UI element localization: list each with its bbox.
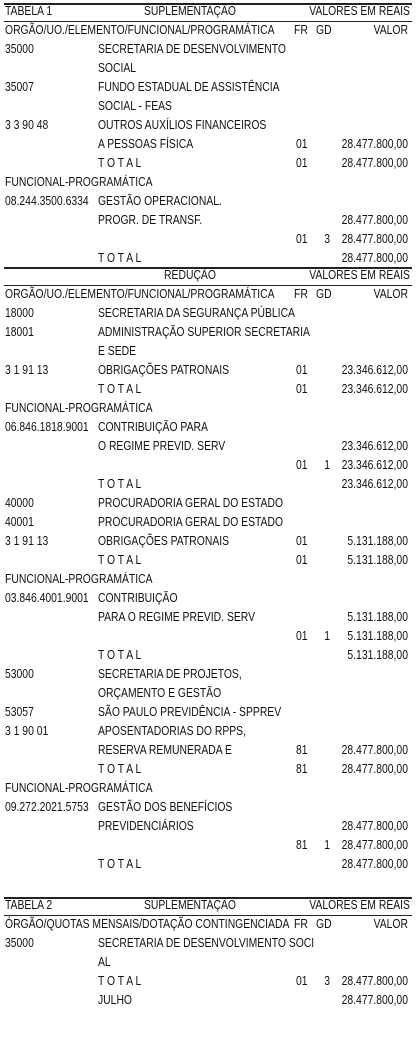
table-number: TABELA 2 xyxy=(4,898,53,912)
row-code: 35000 xyxy=(4,936,34,950)
table-row xyxy=(0,665,345,684)
table-row xyxy=(0,684,345,703)
row-gd: 1 xyxy=(324,458,330,472)
row-description: CONTRIBUIÇÃO xyxy=(97,591,178,605)
row-valor: 28.477.800,00 xyxy=(341,213,408,227)
row-valor: 23.346.612,00 xyxy=(341,439,408,453)
row-valor: 28.477.800,00 xyxy=(341,762,408,776)
column-header-valor: VALOR xyxy=(373,287,408,301)
column-header-gd: GD xyxy=(315,287,332,301)
section-title-row xyxy=(0,2,410,21)
row-description: PARA O REGIME PREVID. SERV xyxy=(97,610,256,624)
row-valor: 5.131.188,00 xyxy=(347,610,408,624)
table-row xyxy=(0,304,345,323)
column-header-gd: GD xyxy=(315,23,332,37)
row-fr: 81 xyxy=(295,762,308,776)
row-fr: 01 xyxy=(295,974,308,988)
row-description: FUNDO ESTADUAL DE ASSISTÊNCIA xyxy=(97,80,280,94)
table-row xyxy=(0,135,408,154)
row-valor: 28.477.800,00 xyxy=(341,974,408,988)
row-description: GESTÃO OPERACIONAL. xyxy=(97,194,222,208)
column-header-valor: VALOR xyxy=(373,917,408,931)
row-valor: 28.477.800,00 xyxy=(341,232,408,246)
column-header-valor: VALOR xyxy=(373,23,408,37)
section-type: SUPLEMENTAÇÃO xyxy=(143,4,237,18)
table-row xyxy=(0,456,408,475)
row-description: SECRETARIA DE DESENVOLVIMENTO xyxy=(97,42,286,56)
row-description: T O T A L xyxy=(97,857,142,871)
table-row xyxy=(0,532,408,551)
row-description: RESERVA REMUNERADA E xyxy=(97,743,232,757)
row-code: 06.846.1818.9001 xyxy=(4,420,89,434)
column-header-orgao: ORGÃO/UO./ELEMENTO/FUNCIONAL/PROGRAMÁTICA xyxy=(4,23,275,37)
table-row xyxy=(0,59,345,78)
table-row xyxy=(0,323,345,342)
column-header-row xyxy=(0,285,408,304)
row-code: FUNCIONAL-PROGRAMÁTICA xyxy=(4,401,153,415)
row-description: SOCIAL xyxy=(97,61,137,75)
row-valor: 28.477.800,00 xyxy=(341,819,408,833)
column-header-fr: FR xyxy=(293,917,308,931)
row-gd: 3 xyxy=(324,974,330,988)
row-valor: 28.477.800,00 xyxy=(341,251,408,265)
table-row xyxy=(0,361,408,380)
values-unit-label: VALORES EM REAIS xyxy=(309,898,410,912)
table-row xyxy=(0,399,345,418)
row-valor: 28.477.800,00 xyxy=(341,857,408,871)
row-fr: 01 xyxy=(295,232,308,246)
table-number: TABELA 1 xyxy=(4,4,53,18)
table-row xyxy=(0,475,408,494)
row-valor: 28.477.800,00 xyxy=(341,838,408,852)
row-valor: 28.477.800,00 xyxy=(341,743,408,757)
row-description: AL xyxy=(97,955,111,969)
row-code: FUNCIONAL-PROGRAMÁTICA xyxy=(4,781,153,795)
row-description: A PESSOAS FÍSICA xyxy=(97,137,194,151)
row-code: 40001 xyxy=(4,515,34,529)
table-row xyxy=(0,211,408,230)
row-valor: 5.131.188,00 xyxy=(347,629,408,643)
row-description: PREVIDENCIÁRIOS xyxy=(97,819,194,833)
column-header-fr: FR xyxy=(293,287,308,301)
column-header-row xyxy=(0,21,408,40)
table-row xyxy=(0,703,345,722)
table-row xyxy=(0,953,345,972)
table-row xyxy=(0,192,345,211)
row-description: APOSENTADORIAS DO RPPS, xyxy=(97,724,246,738)
row-code: 08.244.3500.6334 xyxy=(4,194,89,208)
table-row xyxy=(0,551,408,570)
row-description: SÃO PAULO PREVIDÊNCIA - SPPREV xyxy=(97,705,282,719)
row-description: PROCURADORIA GERAL DO ESTADO xyxy=(97,515,284,529)
row-valor: 23.346.612,00 xyxy=(341,458,408,472)
row-description: OBRIGAÇÕES PATRONAIS xyxy=(97,534,230,548)
table-row xyxy=(0,40,345,59)
row-gd: 1 xyxy=(324,838,330,852)
row-fr: 81 xyxy=(295,743,308,757)
row-code: FUNCIONAL-PROGRAMÁTICA xyxy=(4,572,153,586)
row-code: 35007 xyxy=(4,80,34,94)
row-description: PROCURADORIA GERAL DO ESTADO xyxy=(97,496,284,510)
row-valor: 28.477.800,00 xyxy=(341,156,408,170)
table-row xyxy=(0,855,408,874)
row-code: 35000 xyxy=(4,42,34,56)
row-gd: 3 xyxy=(324,232,330,246)
table-row xyxy=(0,798,345,817)
table-row xyxy=(0,589,345,608)
row-description: T O T A L xyxy=(97,156,142,170)
row-fr: 01 xyxy=(295,534,308,548)
table-row xyxy=(0,570,345,589)
table-row xyxy=(0,760,408,779)
table-row xyxy=(0,97,345,116)
row-description: T O T A L xyxy=(97,648,142,662)
row-fr: 01 xyxy=(295,629,308,643)
table-row xyxy=(0,230,408,249)
table-row xyxy=(0,934,345,953)
column-header-orgao: ÓRGÃO/QUOTAS MENSAIS/DOTAÇÃO CONTINGENCIADA xyxy=(4,917,290,931)
row-description: PROGR. DE TRANSF. xyxy=(97,213,203,227)
row-valor: 28.477.800,00 xyxy=(341,137,408,151)
row-valor: 5.131.188,00 xyxy=(347,534,408,548)
row-description: OBRIGAÇÕES PATRONAIS xyxy=(97,363,230,377)
row-valor: 23.346.612,00 xyxy=(341,363,408,377)
column-header-orgao: ORGÃO/UO./ELEMENTO/FUNCIONAL/PROGRAMÁTICA xyxy=(4,287,275,301)
row-description: SECRETARIA DA SEGURANÇA PÚBLICA xyxy=(97,306,295,320)
table-row xyxy=(0,342,345,361)
row-code: 09.272.2021.5753 xyxy=(4,800,89,814)
row-valor: 23.346.612,00 xyxy=(341,477,408,491)
table-row xyxy=(0,418,345,437)
row-description: T O T A L xyxy=(97,251,142,265)
table-row xyxy=(0,380,408,399)
row-description: CONTRIBUIÇÃO PARA xyxy=(97,420,208,434)
row-description: T O T A L xyxy=(97,477,142,491)
row-fr: 01 xyxy=(295,382,308,396)
column-header-fr: FR xyxy=(293,23,308,37)
row-code: 18000 xyxy=(4,306,34,320)
values-unit-label: VALORES EM REAIS xyxy=(309,268,410,282)
table-row xyxy=(0,437,408,456)
row-description: T O T A L xyxy=(97,762,142,776)
row-code: 18001 xyxy=(4,325,34,339)
row-valor: 23.346.612,00 xyxy=(341,382,408,396)
table-row xyxy=(0,154,408,173)
table-row xyxy=(0,817,408,836)
row-description: ADMINISTRAÇÃO SUPERIOR SECRETARIA xyxy=(97,325,310,339)
table-row xyxy=(0,78,345,97)
column-header-row xyxy=(0,915,408,934)
table-row xyxy=(0,991,408,1010)
row-code: 53000 xyxy=(4,667,34,681)
row-description: T O T A L xyxy=(97,553,142,567)
row-description: SECRETARIA DE DESENVOLVIMENTO SOCI xyxy=(97,936,315,950)
row-valor: 5.131.188,00 xyxy=(347,648,408,662)
row-description: SECRETARIA DE PROJETOS, xyxy=(97,667,242,681)
row-description: OUTROS AUXÍLIOS FINANCEIROS xyxy=(97,118,267,132)
table-row xyxy=(0,646,408,665)
row-description: ORÇAMENTO E GESTÃO xyxy=(97,686,222,700)
row-code: 40000 xyxy=(4,496,34,510)
row-description: T O T A L xyxy=(97,974,142,988)
table-row xyxy=(0,836,408,855)
section-type: REDUÇÃO xyxy=(164,268,216,282)
values-unit-label: VALORES EM REAIS xyxy=(309,4,410,18)
table-row xyxy=(0,173,345,192)
row-description: O REGIME PREVID. SERV xyxy=(97,439,226,453)
table-row xyxy=(0,779,345,798)
row-code: FUNCIONAL-PROGRAMÁTICA xyxy=(4,175,153,189)
row-code: 3 1 91 13 xyxy=(4,363,49,377)
row-description: T O T A L xyxy=(97,382,142,396)
table-row xyxy=(0,608,408,627)
row-valor: 28.477.800,00 xyxy=(341,993,408,1007)
row-valor: 5.131.188,00 xyxy=(347,553,408,567)
section-type: SUPLEMENTAÇÃO xyxy=(143,898,237,912)
table-row xyxy=(0,513,345,532)
row-fr: 01 xyxy=(295,553,308,567)
table-row xyxy=(0,116,345,135)
table-row xyxy=(0,741,408,760)
row-code: 53057 xyxy=(4,705,34,719)
section-title-row xyxy=(0,266,410,285)
column-header-gd: GD xyxy=(315,917,332,931)
table-row xyxy=(0,722,345,741)
row-description: E SEDE xyxy=(97,344,137,358)
row-fr: 01 xyxy=(295,137,308,151)
table-row xyxy=(0,627,408,646)
row-description: JULHO xyxy=(97,993,133,1007)
row-code: 3 1 91 13 xyxy=(4,534,49,548)
row-fr: 81 xyxy=(295,838,308,852)
row-code: 3 3 90 48 xyxy=(4,118,49,132)
row-fr: 01 xyxy=(295,363,308,377)
row-gd: 1 xyxy=(324,629,330,643)
row-description: GESTÃO DOS BENEFÍCIOS xyxy=(97,800,233,814)
row-description: SOCIAL - FEAS xyxy=(97,99,172,113)
row-fr: 01 xyxy=(295,156,308,170)
row-code: 3 1 90 01 xyxy=(4,724,49,738)
table-row xyxy=(0,494,345,513)
table-row xyxy=(0,972,408,991)
row-code: 03.846.4001.9001 xyxy=(4,591,89,605)
section-title-row xyxy=(0,896,410,915)
row-fr: 01 xyxy=(295,458,308,472)
